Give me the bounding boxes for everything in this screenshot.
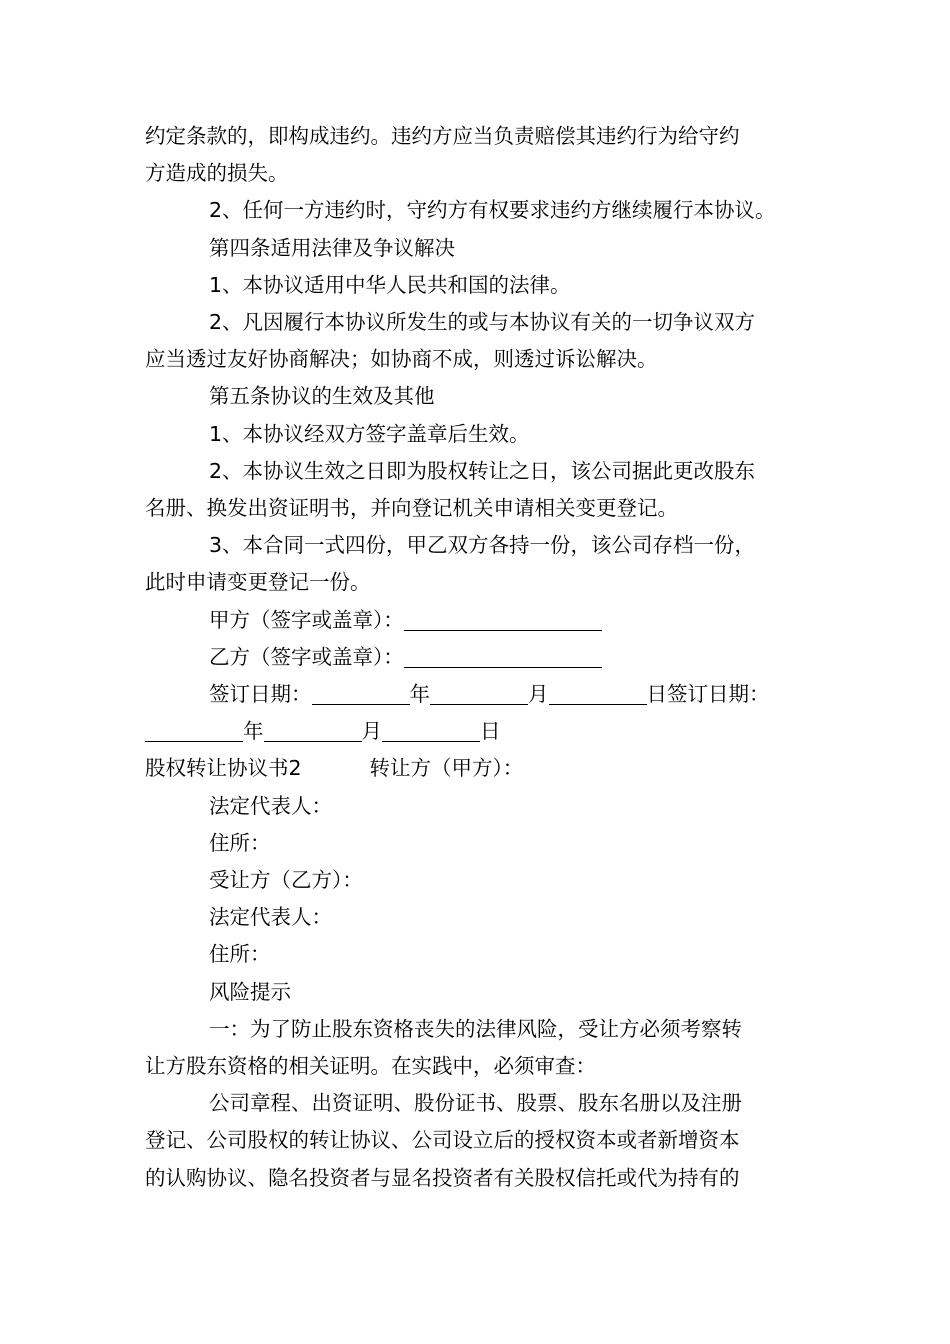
document-body xyxy=(145,118,810,1197)
date-line-2 xyxy=(145,713,810,750)
paragraph: 此时申请变更登记一份。 xyxy=(145,570,371,595)
year-label-2: 年 xyxy=(243,719,264,744)
date-blank-month xyxy=(430,678,528,705)
date-blank-year xyxy=(312,678,410,705)
paragraph: 的认购协议、隐名投资者与显名投资者有关股权信托或代为持有的 xyxy=(145,1165,740,1190)
paragraph: 2、任何一方违约时，守约方有权要求违约方继续履行本协议。 xyxy=(209,198,776,223)
agreement-title: 股权转让协议书2 xyxy=(145,756,302,781)
paragraph: 应当透过友好协商解决；如协商不成，则透过诉讼解决。 xyxy=(145,347,658,372)
residence-line-2: 住所： xyxy=(209,942,271,967)
month-label: 月 xyxy=(528,682,549,707)
paragraph: 登记、公司股权的转让协议、公司设立后的授权资本或者新增资本 xyxy=(145,1128,740,1153)
date-blank-day xyxy=(549,678,647,705)
date2-blank-year xyxy=(145,715,243,742)
year-label: 年 xyxy=(409,682,430,707)
signature-blank-b xyxy=(404,641,602,668)
date2-blank-month xyxy=(264,715,362,742)
transferor-label: 转让方（甲方）： xyxy=(369,756,524,781)
signature-line-a xyxy=(145,602,810,639)
legal-rep-line: 法定代表人： xyxy=(209,793,332,818)
signature-blank-a xyxy=(404,604,602,631)
date-label: 签订日期： xyxy=(209,682,312,707)
signature-line-b xyxy=(145,639,810,676)
paragraph: 1、本协议适用中华人民共和国的法律。 xyxy=(209,272,571,297)
paragraph: 2、本协议生效之日即为股权转让之日，该公司据此更改股东 xyxy=(209,458,756,483)
section-heading: 第五条协议的生效及其他 xyxy=(209,384,435,409)
day-label-2: 日 xyxy=(480,719,501,744)
paragraph: 名册、换发出资证明书，并向登记机关申请相关变更登记。 xyxy=(145,496,678,521)
title-line xyxy=(145,750,810,787)
signature-label-b: 乙方（签字或盖章）： xyxy=(209,644,404,669)
paragraph: 让方股东资格的相关证明。在实践中，必须审查： xyxy=(145,1054,596,1079)
legal-rep-line-2: 法定代表人： xyxy=(209,905,332,930)
paragraph: 一：为了防止股东资格丧失的法律风险，受让方必须考察转 xyxy=(209,1016,742,1041)
paragraph: 2、凡因履行本协议所发生的或与本协议有关的一切争议双方 xyxy=(209,310,756,335)
risk-heading: 风险提示 xyxy=(209,979,291,1004)
paragraph: 方造成的损失。 xyxy=(145,161,289,186)
month-label-2: 月 xyxy=(361,719,382,744)
transferee-line: 受让方（乙方）： xyxy=(209,868,363,893)
paragraph: 3、本合同一式四份，甲乙双方各持一份，该公司存档一份， xyxy=(209,533,756,558)
paragraph: 1、本协议经双方签字盖章后生效。 xyxy=(209,421,530,446)
section-heading: 第四条适用法律及争议解决 xyxy=(209,235,455,260)
day-date-label: 日签订日期： xyxy=(646,682,770,707)
signature-label-a: 甲方（签字或盖章）： xyxy=(209,607,404,632)
paragraph: 公司章程、出资证明、股份证书、股票、股东名册以及注册 xyxy=(209,1091,742,1116)
residence-line: 住所： xyxy=(209,830,271,855)
paragraph: 约定条款的，即构成违约。违约方应当负责赔偿其违约行为给守约 xyxy=(145,124,740,148)
date2-blank-day xyxy=(382,715,480,742)
date-line xyxy=(145,676,810,713)
